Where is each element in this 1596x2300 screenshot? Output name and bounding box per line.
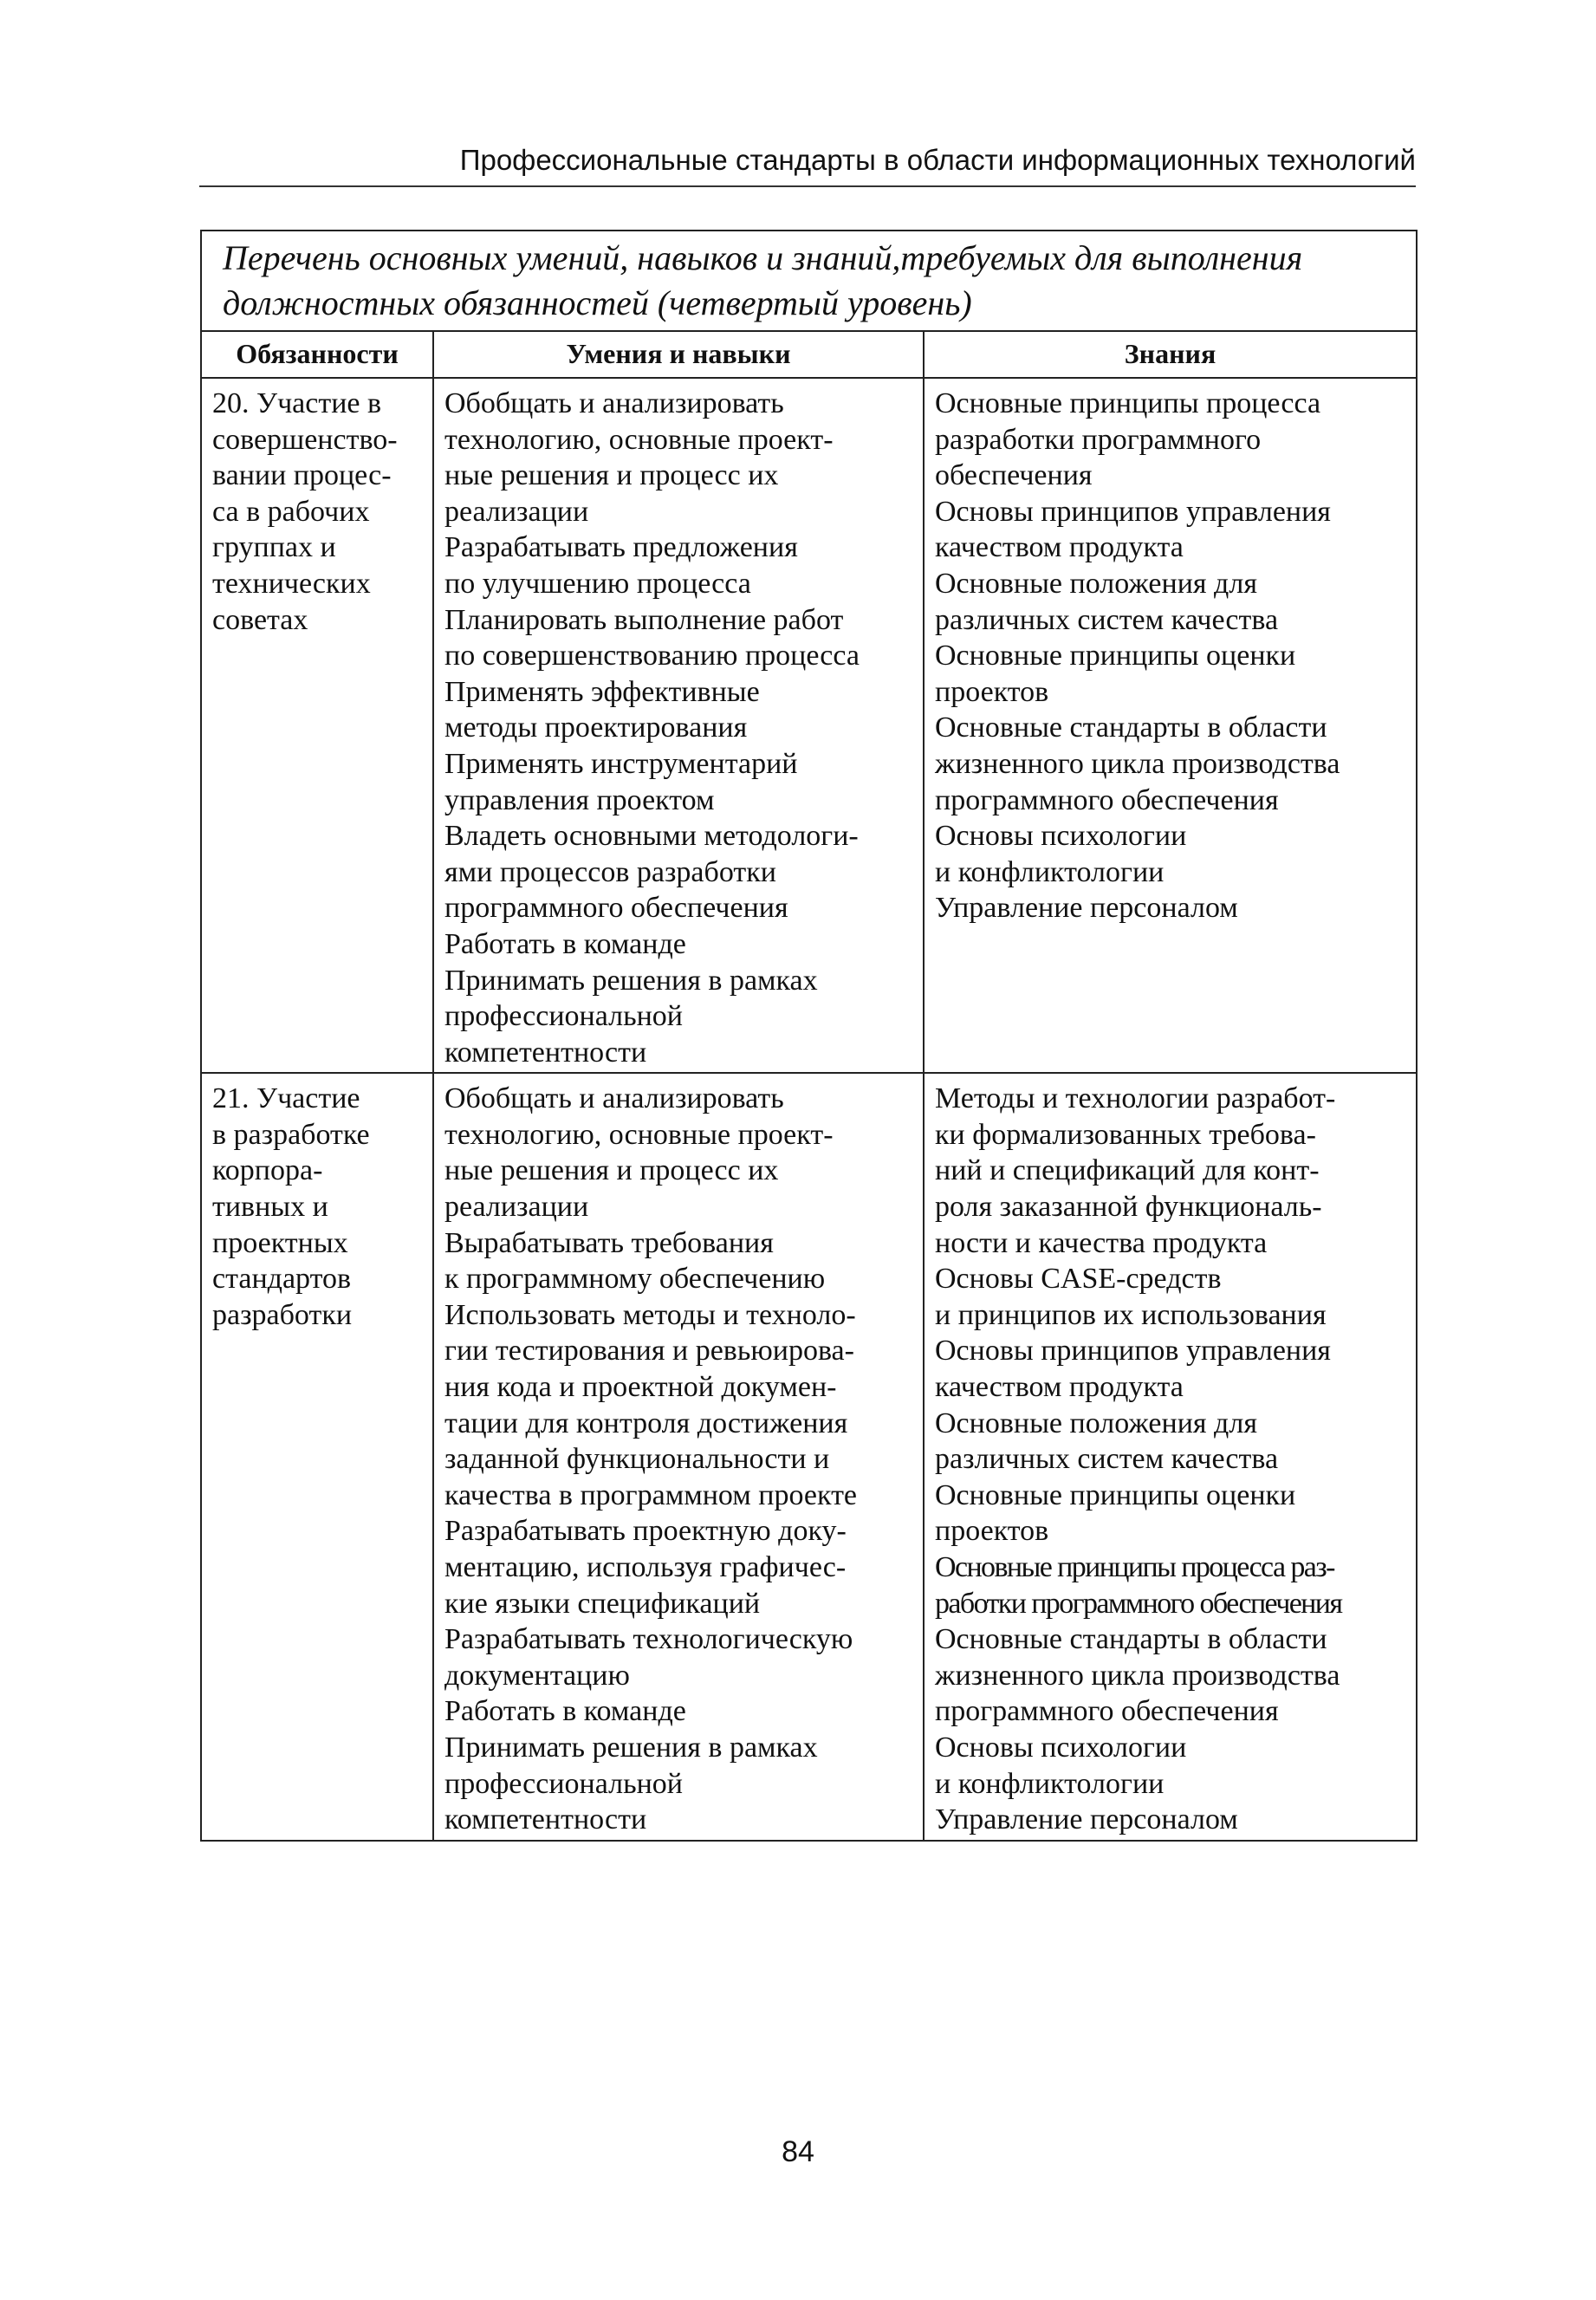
- cell-line: разработки: [212, 1298, 353, 1331]
- cell-line: работки программного обеспечения: [935, 1587, 1342, 1620]
- cell-line: Разрабатывать предложения: [444, 531, 798, 564]
- cell-line: кие языки спецификаций: [444, 1587, 761, 1620]
- cell-line: Основы принципов управления: [935, 1335, 1331, 1368]
- cell-line: качеством продукта: [935, 531, 1184, 564]
- skills-cell: [433, 378, 924, 1073]
- skills-cell: [433, 1073, 924, 1840]
- cell-line: различных систем качества: [935, 603, 1279, 636]
- cell-line: Использовать методы и техноло-: [444, 1298, 856, 1331]
- cell-line: Принимать решения в рамках: [444, 964, 818, 997]
- running-head: Профессиональные стандарты в области информационных технологий: [459, 144, 1416, 176]
- cell-line: Обобщать и анализировать: [444, 387, 784, 419]
- cell-line: вании процес-: [212, 459, 392, 492]
- cell-line: проектных: [212, 1226, 348, 1259]
- cell-line: профессиональной: [444, 1767, 683, 1800]
- duty-cell: [201, 378, 433, 1073]
- column-header-duties: Обязанности: [201, 331, 433, 378]
- cell-line: совершенство-: [212, 423, 398, 456]
- cell-line: Методы и технологии разработ-: [935, 1082, 1336, 1115]
- cell-line: качеством продукта: [935, 1371, 1184, 1404]
- cell-line: Управление персоналом: [935, 892, 1238, 925]
- cell-line: Основы CASE-средств: [935, 1263, 1222, 1296]
- caption-line: должностных обязанностей (четвертый уровень): [223, 283, 972, 322]
- cell-line: программного обеспечения: [935, 783, 1279, 816]
- cell-line: компетентности: [444, 1803, 647, 1836]
- cell-line: к программному обеспечению: [444, 1263, 826, 1296]
- cell-line: реализации: [444, 1191, 589, 1224]
- cell-line: в разработке: [212, 1118, 370, 1151]
- cell-line: роля заказанной функциональ-: [935, 1191, 1322, 1224]
- cell-line: Применять эффективные: [444, 675, 760, 708]
- cell-line: 21. Участие: [212, 1082, 360, 1115]
- cell-line: по совершенствованию процесса: [444, 640, 860, 672]
- cell-line: ями процессов разработки: [444, 855, 776, 888]
- cell-line: Применять инструментарий: [444, 747, 798, 780]
- cell-line: технологию, основные проект-: [444, 423, 834, 456]
- cell-line: программного обеспечения: [444, 892, 788, 925]
- cell-line: тивных и: [212, 1191, 328, 1224]
- column-header-knowledge: Знания: [924, 331, 1417, 378]
- cell-line: методы проектирования: [444, 711, 748, 744]
- cell-line: стандартов: [212, 1263, 352, 1296]
- cell-line: программного обеспечения: [935, 1695, 1279, 1728]
- duty-cell: [201, 1073, 433, 1840]
- cell-line: ные решения и процесс их: [444, 1154, 779, 1187]
- cell-line: Основные принципы оценки: [935, 640, 1296, 672]
- cell-line: группах и: [212, 531, 336, 564]
- table-caption: [201, 231, 1417, 331]
- table-header-row: [201, 331, 1417, 378]
- cell-line: Основные положения для: [935, 1407, 1257, 1439]
- cell-line: качества в программном проекте: [444, 1478, 858, 1511]
- cell-line: Основы психологии: [935, 820, 1187, 853]
- cell-line: Работать в команде: [444, 927, 686, 960]
- cell-line: технических: [212, 567, 371, 600]
- cell-line: Основные принципы процесса: [935, 387, 1321, 419]
- caption-line: Перечень основных умений, навыков и знаний,требуемых для выполнения: [223, 238, 1303, 277]
- cell-line: по улучшению процесса: [444, 567, 751, 600]
- cell-line: жизненного цикла производства: [935, 1659, 1340, 1692]
- cell-line: компетентности: [444, 1036, 647, 1069]
- cell-line: Планировать выполнение работ: [444, 603, 844, 636]
- cell-line: Основные стандарты в области: [935, 711, 1327, 744]
- cell-line: Основные положения для: [935, 567, 1257, 600]
- table-row: [201, 378, 1417, 1073]
- cell-line: технологию, основные проект-: [444, 1118, 834, 1151]
- cell-line: документацию: [444, 1659, 630, 1692]
- cell-line: и принципов их использования: [935, 1298, 1327, 1331]
- knowledge-cell: [924, 378, 1417, 1073]
- cell-line: реализации: [444, 495, 589, 528]
- cell-line: са в рабочих: [212, 495, 370, 528]
- cell-line: Обобщать и анализировать: [444, 1082, 784, 1115]
- cell-line: ности и качества продукта: [935, 1226, 1268, 1259]
- duties-skills-knowledge-table: [200, 230, 1418, 1842]
- cell-line: и конфликтологии: [935, 855, 1165, 888]
- cell-line: Основные стандарты в области: [935, 1623, 1327, 1656]
- cell-line: заданной функциональности и: [444, 1443, 830, 1476]
- cell-line: Основные принципы процесса раз-: [935, 1551, 1334, 1583]
- column-header-skills: Умения и навыки: [433, 331, 924, 378]
- cell-line: Разрабатывать технологическую: [444, 1623, 853, 1656]
- cell-line: различных систем качества: [935, 1443, 1279, 1476]
- cell-line: Разрабатывать проектную доку-: [444, 1515, 847, 1548]
- cell-line: 20. Участие в: [212, 387, 382, 419]
- cell-line: ки формализованных требова-: [935, 1118, 1316, 1151]
- cell-line: Основные принципы оценки: [935, 1478, 1296, 1511]
- cell-line: обеспечения: [935, 459, 1093, 492]
- cell-line: и конфликтологии: [935, 1767, 1165, 1800]
- cell-line: управления проектом: [444, 783, 715, 816]
- cell-line: Основы принципов управления: [935, 495, 1331, 528]
- cell-line: проектов: [935, 1515, 1049, 1548]
- cell-line: Принимать решения в рамках: [444, 1731, 818, 1764]
- header-divider: [199, 185, 1416, 187]
- cell-line: Вырабатывать требования: [444, 1226, 774, 1259]
- cell-line: Владеть основными методологи-: [444, 820, 859, 853]
- cell-line: Основы психологии: [935, 1731, 1187, 1764]
- knowledge-cell: [924, 1073, 1417, 1840]
- cell-line: ментацию, используя графичес-: [444, 1551, 847, 1583]
- cell-line: Управление персоналом: [935, 1803, 1238, 1836]
- cell-line: советах: [212, 603, 308, 636]
- cell-line: жизненного цикла производства: [935, 747, 1340, 780]
- cell-line: Работать в команде: [444, 1695, 686, 1728]
- cell-line: гии тестирования и ревьюирова-: [444, 1335, 854, 1368]
- cell-line: ний и спецификаций для конт-: [935, 1154, 1320, 1187]
- cell-line: ные решения и процесс их: [444, 459, 779, 492]
- cell-line: проектов: [935, 675, 1049, 708]
- table-caption-row: [201, 231, 1417, 331]
- table-row: [201, 1073, 1417, 1840]
- cell-line: разработки программного: [935, 423, 1262, 456]
- cell-line: профессиональной: [444, 1000, 683, 1033]
- page-number: 84: [782, 2135, 814, 2168]
- cell-line: корпора-: [212, 1154, 323, 1187]
- cell-line: ния кода и проектной докумен-: [444, 1371, 837, 1404]
- cell-line: тации для контроля достижения: [444, 1407, 848, 1439]
